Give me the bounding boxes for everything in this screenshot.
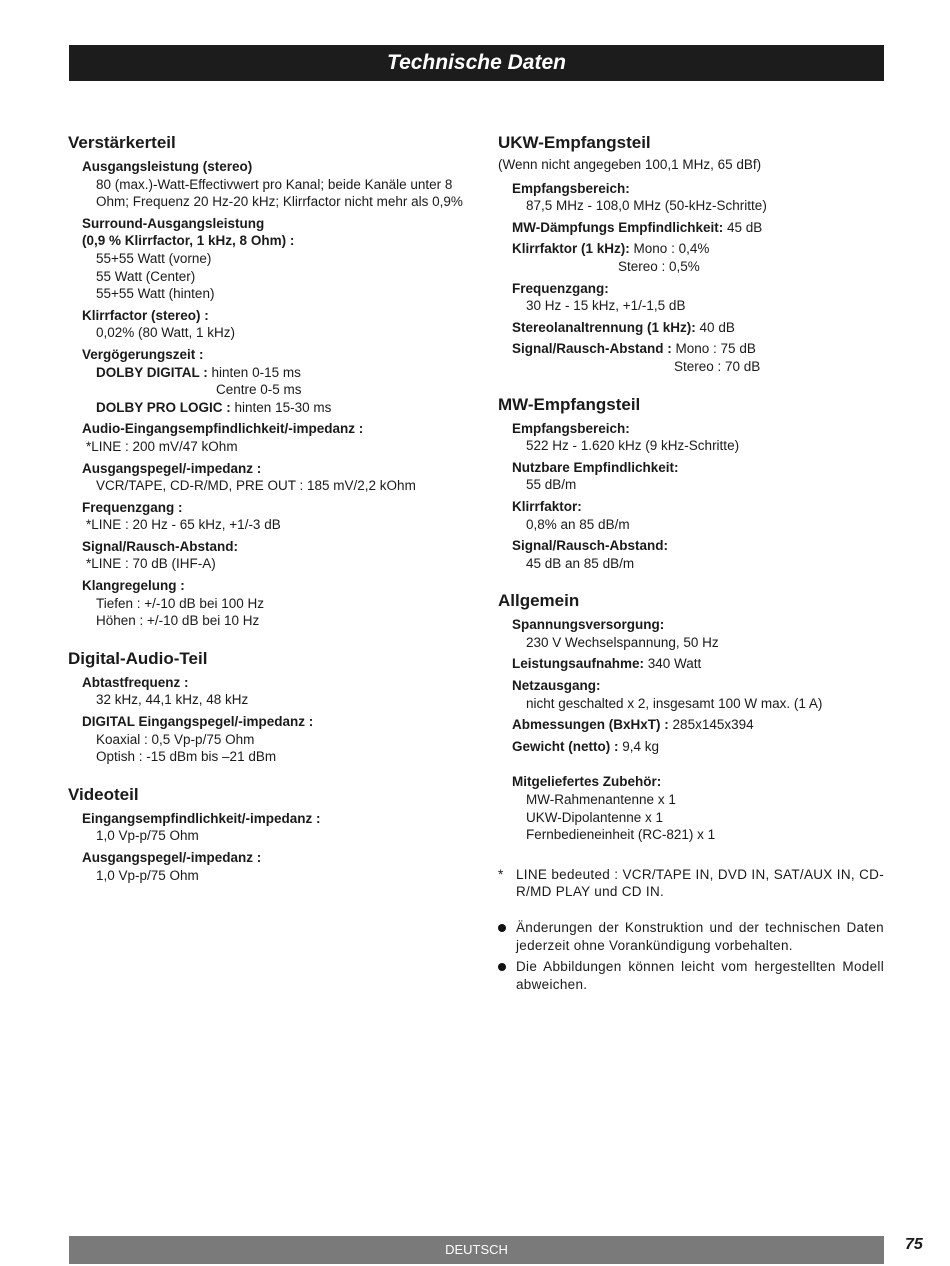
section-heading-video: Videoteil (68, 784, 139, 804)
spec-label: Abtastfrequenz : (82, 674, 189, 690)
spec-value: 32 kHz, 44,1 kHz, 48 kHz (96, 692, 249, 708)
bullet-note (498, 919, 884, 954)
spec-fm-thd (512, 240, 884, 275)
spec-label: (0,9 % Klirrfactor, 1 kHz, 8 Ohm) : (82, 233, 295, 249)
spec-value: UKW-Dipolantenne x 1 (526, 809, 664, 825)
section-video (68, 784, 468, 884)
spec-label: Signal/Rausch-Abstand : (512, 341, 672, 357)
spec-label: Stereolanaltrennung (1 kHz): (512, 319, 696, 335)
spec-label: Klirrfaktor (1 kHz): (512, 241, 630, 257)
section-am-tuner (498, 394, 884, 573)
spec-value: VCR/TAPE, CD-R/MD, PRE OUT : 185 mV/2,2 kOhm (96, 478, 416, 494)
spec-sub-label: DOLBY PRO LOGIC : (96, 399, 231, 415)
spec-value: 285x145x394 (672, 717, 754, 733)
section-fm-tuner (498, 132, 884, 376)
section-heading-fm: UKW-Empfangsteil (498, 133, 651, 152)
spec-value: Höhen : +/-10 dB bei 10 Hz (96, 613, 260, 629)
spec-ac-outlet (512, 677, 884, 712)
section-heading-general: Allgemein (498, 591, 580, 611)
spec-value: hinten 0-15 ms (211, 364, 301, 380)
left-column (68, 132, 468, 902)
spec-label: Frequenzgang : (82, 499, 183, 515)
spec-frequency-response (82, 499, 468, 534)
spec-value: MW-Rahmenantenne x 1 (526, 792, 676, 808)
spec-label: Nutzbare Empfindlichkeit: (512, 459, 679, 475)
section-heading-digital-audio: Digital-Audio-Teil (68, 648, 208, 668)
spec-tone-control (82, 577, 468, 630)
spec-value: Centre 0-5 ms (216, 382, 302, 398)
spec-label: Klangregelung : (82, 578, 185, 594)
spec-accessories (512, 773, 884, 843)
spec-value: 55+55 Watt (vorne) (96, 250, 212, 266)
spec-value: Koaxial : 0,5 Vp-p/75 Ohm (96, 731, 255, 747)
spec-value: 55 dB/m (526, 477, 577, 493)
spec-weight (512, 738, 884, 756)
spec-label: Signal/Rausch-Abstand: (512, 538, 669, 554)
section-heading-am: MW-Empfangsteil (498, 394, 641, 414)
bullet-text: Änderungen der Konstruktion und der technischen Daten jederzeit ohne Vorankündigung vorbehalten. (516, 920, 884, 953)
spec-value: 80 (max.)-Watt-Effectivwert pro Kanal; beide Kanäle unter 8 Ohm; Frequenz 20 Hz-20 kHz; Klirrfactor nicht mehr als 0,9% (96, 176, 463, 210)
spec-label: Klirrfactor (stereo) : (82, 307, 209, 323)
spec-audio-input (82, 420, 468, 455)
spec-value: 0,02% (80 Watt, 1 kHz) (96, 325, 236, 341)
spec-fm-snr (512, 340, 884, 375)
spec-value: 45 dB an 85 dB/m (526, 555, 635, 571)
spec-label: Ausgangspegel/-impedanz : (82, 460, 262, 476)
section-note: (Wenn nicht angegeben 100,1 MHz, 65 dBf) (498, 157, 762, 172)
spec-value: 340 Watt (647, 656, 702, 672)
spec-label: Ausgangspegel/-impedanz : (82, 850, 262, 865)
spec-mw-sensitivity (512, 219, 884, 237)
spec-surround-output (82, 215, 468, 303)
spec-value: 30 Hz - 15 kHz, +1/-1,5 dB (526, 298, 686, 314)
spec-label: Gewicht (netto) : (512, 738, 619, 754)
spec-value: nicht geschalted x 2, insgesamt 100 W max. (1 A) (526, 695, 823, 711)
spec-label: Audio-Eingangsempfindlichkeit/-impedanz : (82, 421, 364, 437)
spec-am-sensitivity (512, 459, 884, 494)
spec-digital-input (82, 713, 468, 766)
spec-am-thd (512, 498, 884, 533)
spec-value: 522 Hz - 1.620 kHz (9 kHz-Schritte) (526, 438, 740, 454)
spec-label: Surround-Ausgangsleistung (82, 215, 265, 231)
spec-value: Stereo : 0,5% (618, 258, 700, 274)
spec-value: *LINE : 20 Hz - 65 kHz, +1/-3 dB (86, 517, 281, 533)
bullet-note (498, 958, 884, 993)
footnote-text: LINE bedeuted : VCR/TAPE IN, DVD IN, SAT/AUX IN, CD-R/MD PLAY und CD IN. (516, 866, 884, 900)
spec-sub-label: DOLBY DIGITAL : (96, 364, 208, 380)
spec-value: 1,0 Vp-p/75 Ohm (96, 867, 199, 883)
spec-delay-time (82, 346, 468, 416)
spec-fm-frequency (512, 280, 884, 315)
spec-power-supply (512, 616, 884, 651)
spec-label: DIGITAL Eingangspegel/-impedanz : (82, 714, 314, 730)
spec-label: Eingangsempfindlichkeit/-impedanz : (82, 810, 321, 826)
spec-sub-dolby-digital (96, 364, 468, 382)
spec-output-stereo (82, 158, 468, 211)
spec-label: Mitgeliefertes Zubehör: (512, 774, 662, 790)
spec-label: Signal/Rausch-Abstand: (82, 538, 239, 554)
spec-label: Frequenzgang: (512, 280, 609, 296)
spec-value: 55+55 Watt (hinten) (96, 286, 215, 302)
spec-label: Klirrfaktor: (512, 498, 582, 514)
spec-am-range (512, 420, 884, 455)
spec-value: 1,0 Vp-p/75 Ohm (96, 828, 199, 844)
spec-value: 45 dB (727, 219, 763, 235)
right-column (498, 132, 884, 997)
spec-sampling-frequency (82, 674, 468, 709)
page-number: 75 (905, 1236, 923, 1253)
spec-label: Spannungsversorgung: (512, 617, 665, 633)
spec-value: Optish : -15 dBm bis –21 dBm (96, 749, 277, 765)
spec-value: Tiefen : +/-10 dB bei 100 Hz (96, 595, 264, 611)
spec-value: *LINE : 70 dB (IHF-A) (86, 556, 216, 572)
bullet-icon (498, 919, 516, 954)
spec-video-input (82, 810, 468, 845)
spec-output-level (82, 460, 468, 495)
spec-value: 40 dB (699, 319, 735, 335)
spec-video-output (82, 849, 468, 884)
section-amplifier (68, 132, 468, 630)
spec-value: 87,5 MHz - 108,0 MHz (50-kHz-Schritte) (526, 198, 767, 214)
spec-label: Empfangsbereich: (512, 420, 630, 436)
page-title: Technische Daten (69, 45, 884, 81)
spec-value: hinten 15-30 ms (234, 399, 332, 415)
footer-language-bar: DEUTSCH (69, 1236, 884, 1264)
spec-value: 9,4 kg (622, 738, 660, 754)
spec-value: 230 V Wechselspannung, 50 Hz (526, 634, 719, 650)
spec-value: *LINE : 200 mV/47 kOhm (86, 438, 238, 454)
asterisk-mark: * (498, 866, 504, 882)
spec-value: Stereo : 70 dB (674, 358, 761, 374)
spec-dimensions (512, 716, 884, 734)
spec-label: Empfangsbereich: (512, 180, 630, 196)
spec-label: Vergögerungszeit : (82, 346, 204, 362)
spec-thd-stereo (82, 307, 468, 342)
spec-fm-separation (512, 319, 884, 337)
spec-value: 0,8% an 85 dB/m (526, 516, 630, 532)
spec-value: Fernbedieneinheit (RC-821) x 1 (526, 827, 716, 843)
spec-label: Leistungsaufnahme: (512, 656, 645, 672)
spec-value: Mono : 75 dB (675, 341, 756, 357)
bullet-icon (498, 958, 516, 993)
spec-power-consumption (512, 655, 884, 673)
spec-value: Mono : 0,4% (633, 241, 710, 257)
spec-value: 55 Watt (Center) (96, 268, 196, 284)
section-heading-amplifier: Verstärkerteil (68, 133, 176, 152)
spec-label: MW-Dämpfungs Empfindlichkeit: (512, 219, 724, 235)
spec-label: Ausgangsleistung (stereo) (82, 159, 253, 174)
section-digital-audio (68, 648, 468, 766)
section-general (498, 590, 884, 844)
spec-sub-dolby-pro-logic (96, 399, 468, 417)
spec-fm-range (512, 180, 884, 215)
spec-signal-noise (82, 538, 468, 573)
spec-label: Netzausgang: (512, 678, 601, 694)
bullet-text: Die Abbildungen können leicht vom hergestellten Modell abweichen. (516, 959, 884, 992)
spec-am-snr (512, 537, 884, 572)
footnotes (498, 866, 884, 994)
spec-label: Abmessungen (BxHxT) : (512, 717, 669, 733)
footnote-line (498, 866, 884, 901)
